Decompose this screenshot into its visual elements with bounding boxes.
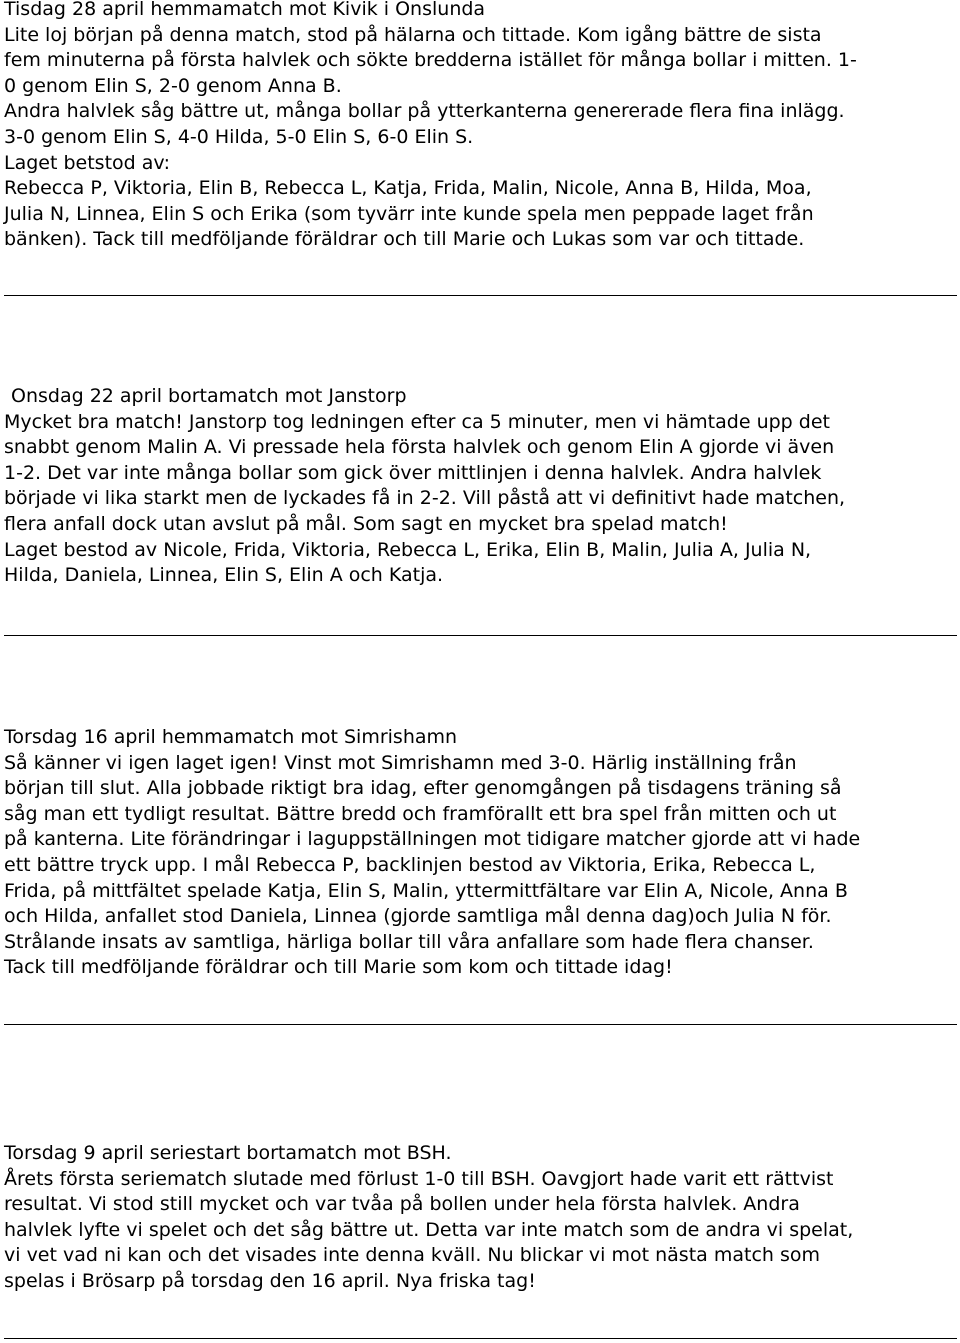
section-divider xyxy=(4,295,957,296)
report-text-line: Lite loj början på denna match, stod på hälarna och tittade. Kom igång bättre de sista xyxy=(4,23,822,46)
section-divider xyxy=(4,1024,957,1025)
report-text-line: började vi lika starkt men de lyckades få in 2-2. Vill påstå att vi definitivt hade matchen, xyxy=(4,487,846,510)
report-text-line: vi vet vad ni kan och det visades inte denna kväll. Nu blickar vi mot nästa match som xyxy=(4,1244,820,1267)
report-heading: Torsdag 16 april hemmamatch mot Simrishamn xyxy=(4,726,458,748)
report-text-line: flera anfall dock utan avslut på mål. Som sagt en mycket bra spelad match! xyxy=(4,512,728,535)
report-text-line: början till slut. Alla jobbade riktigt bra idag, efter genomgången på tisdagens träning så xyxy=(4,777,842,800)
match-report-simrishamn xyxy=(4,725,958,981)
report-text-line: Årets första seriematch slutade med förlust 1-0 till BSH. Oavgjort hade varit ett rättvist xyxy=(4,1167,834,1190)
report-text-line: snabbt genom Malin A. Vi pressade hela första halvlek och genom Elin A gjorde vi även xyxy=(4,436,835,459)
report-text-line: 0 genom Elin S, 2-0 genom Anna B. xyxy=(4,74,342,97)
report-text-line: 3-0 genom Elin S, 4-0 Hilda, 5-0 Elin S, 6-0 Elin S. xyxy=(4,125,474,148)
match-report-janstorp xyxy=(4,384,958,589)
report-text-line: 1-2. Det var inte många bollar som gick över mittlinjen i denna halvlek. Andra halvlek xyxy=(4,461,822,484)
report-text-line: spelas i Brösarp på torsdag den 16 april. Nya friska tag! xyxy=(4,1269,536,1292)
report-text-line: Laget bestod av Nicole, Frida, Viktoria, Rebecca L, Erika, Elin B, Malin, Julia A, Julia N, xyxy=(4,538,812,561)
report-text-line: Strålande insats av samtliga, härliga bollar till våra anfallare som hade flera chanser. xyxy=(4,930,814,953)
report-text-line: fem minuterna på första halvlek och sökte bredderna istället för många bollar i mitten. 1- xyxy=(4,49,857,72)
report-text-line: Rebecca P, Viktoria, Elin B, Rebecca L, Katja, Frida, Malin, Nicole, Anna B, Hilda, Moa, xyxy=(4,177,812,200)
report-text-line: resultat. Vi stod still mycket och var tvåa på bollen under hela första halvlek. Andra xyxy=(4,1193,800,1216)
section-divider xyxy=(4,635,957,636)
report-text-line: Julia N, Linnea, Elin S och Erika (som tyvärr inte kunde spela men peppade laget från xyxy=(4,202,814,225)
match-report-bsh xyxy=(4,1141,958,1295)
report-text-line: Så känner vi igen laget igen! Vinst mot Simrishamn med 3-0. Härlig inställning från xyxy=(4,751,797,774)
report-text-line: Laget betstod av: xyxy=(4,151,170,174)
report-heading: Tisdag 28 april hemmamatch mot Kivik i Onslunda xyxy=(4,0,486,20)
section-divider xyxy=(4,1338,957,1339)
report-text-line: Tack till medföljande föräldrar och till Marie som kom och tittade idag! xyxy=(4,956,673,979)
report-text-line: Mycket bra match! Janstorp tog ledningen efter ca 5 minuter, men vi hämtade upp det xyxy=(4,410,830,433)
report-text-line: Andra halvlek såg bättre ut, många bollar på ytterkanterna genererade flera fina inlägg. xyxy=(4,100,845,123)
report-text-line: och Hilda, anfallet stod Daniela, Linnea (gjorde samtliga mål denna dag)och Julia N för. xyxy=(4,905,832,928)
report-text-line: halvlek lyfte vi spelet och det såg bättre ut. Detta var inte match som de andra vi spelat, xyxy=(4,1218,854,1241)
report-text-line: såg man ett tydligt resultat. Bättre bredd och framförallt ett bra spel från mitten och ut xyxy=(4,802,837,825)
report-text-line: Frida, på mittfältet spelade Katja, Elin S, Malin, yttermittfältare var Elin A, Nicole, Anna B xyxy=(4,879,848,902)
report-heading: Onsdag 22 april bortamatch mot Janstorp xyxy=(11,385,407,407)
report-text-line: på kanterna. Lite förändringar i laguppställningen mot tidigare matcher gjorde att vi hade xyxy=(4,828,861,851)
report-text-line: ett bättre tryck upp. I mål Rebecca P, backlinjen bestod av Viktoria, Erika, Rebecca L, xyxy=(4,853,816,876)
report-text-line: Hilda, Daniela, Linnea, Elin S, Elin A och Katja. xyxy=(4,564,444,587)
report-heading: Torsdag 9 april seriestart bortamatch mot BSH. xyxy=(4,1142,452,1164)
match-report-kivik xyxy=(4,0,958,253)
report-text-line: bänken). Tack till medföljande föräldrar och till Marie och Lukas som var och tittade. xyxy=(4,228,805,251)
